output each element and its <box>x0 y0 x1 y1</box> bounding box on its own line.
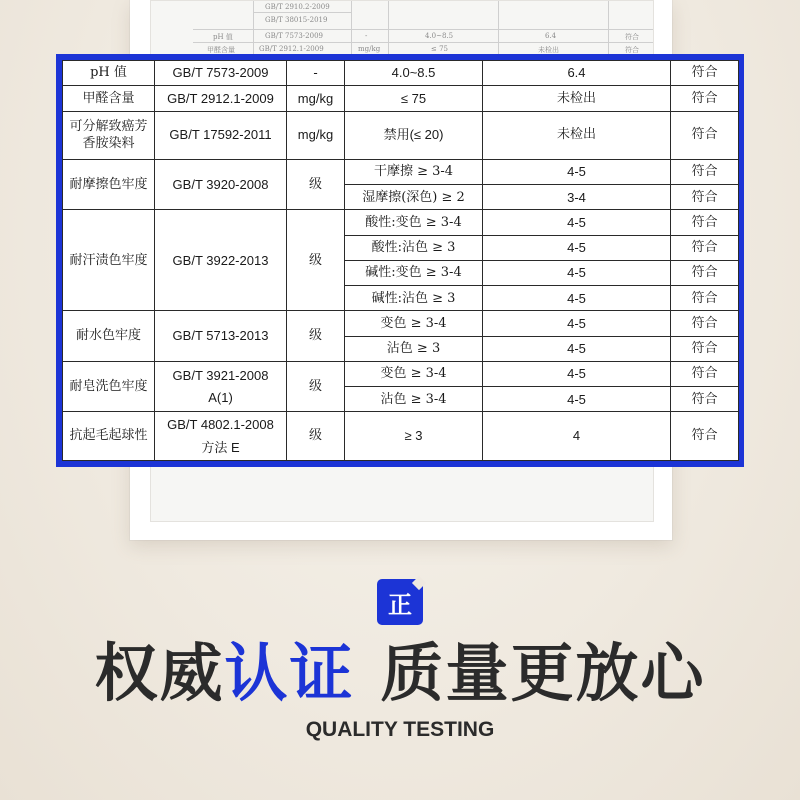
requirement-cell: 酸性:沾色 ≥ 3 <box>345 235 483 260</box>
requirement-cell: 湿摩擦(深色) ≥ 2 <box>345 185 483 210</box>
headline-part-3: 质量更放心 <box>380 637 706 710</box>
unit-cell: 级 <box>287 311 345 362</box>
standard-cell: GB/T 2912.1-2009 <box>155 86 287 111</box>
requirement-cell: ≤ 75 <box>345 86 483 111</box>
requirement-cell: 干摩擦 ≥ 3-4 <box>345 159 483 184</box>
standard-cell: GB/T 7573-2009 <box>155 61 287 86</box>
result-cell: 未检出 <box>483 86 671 111</box>
standard-cell <box>155 361 287 412</box>
test-results-table <box>62 60 739 461</box>
item-cell: 抗起毛起球性 <box>63 412 155 461</box>
unit-cell: - <box>287 61 345 86</box>
result-cell: 3-4 <box>483 185 671 210</box>
requirement-cell: 碱性:变色 ≥ 3-4 <box>345 260 483 285</box>
verdict-cell: 符合 <box>671 235 739 260</box>
table-row <box>63 61 739 86</box>
item-cell: 耐汗渍色牢度 <box>63 210 155 311</box>
unit-cell: mg/kg <box>287 86 345 111</box>
verdict-cell: 符合 <box>671 210 739 235</box>
result-cell: 4-5 <box>483 387 671 412</box>
headline <box>0 637 800 710</box>
unit-cell: 级 <box>287 210 345 311</box>
standard-cell: GB/T 17592-2011 <box>155 111 287 159</box>
verdict-cell: 符合 <box>671 361 739 386</box>
verdict-cell: 符合 <box>671 159 739 184</box>
standard-line: 方法 E <box>201 439 240 455</box>
ghost-cell: 甲醛含量 <box>207 46 235 54</box>
ghost-cell: - <box>365 32 368 40</box>
requirement-cell: 沾色 ≥ 3 <box>345 336 483 361</box>
ghost-cell: pH 值 <box>213 33 233 41</box>
result-cell: 未检出 <box>483 111 671 159</box>
ghost-cell: GB/T 2910.2-2009 <box>265 3 330 11</box>
ghost-cell: GB/T 7573-2009 <box>265 32 323 40</box>
ghost-cell: GB/T 38015-2019 <box>265 16 328 24</box>
item-cell: 甲醛含量 <box>63 86 155 111</box>
table-row <box>63 159 739 184</box>
standard-line: A(1) <box>208 390 233 406</box>
unit-cell: 级 <box>287 159 345 210</box>
result-cell: 4-5 <box>483 159 671 184</box>
headline-part-1: 权威 <box>94 637 225 710</box>
item-cell: pH 值 <box>63 61 155 86</box>
ghost-cell: GB/T 2912.1-2009 <box>259 45 324 53</box>
result-cell: 4-5 <box>483 235 671 260</box>
result-cell: 4-5 <box>483 336 671 361</box>
table-row <box>63 86 739 111</box>
standard-line: GB/T 3921-2008 <box>172 367 269 383</box>
unit-cell: 级 <box>287 412 345 461</box>
verdict-cell: 符合 <box>671 86 739 111</box>
ghost-cell: 6.4 <box>545 32 557 40</box>
requirement-cell: 4.0~8.5 <box>345 61 483 86</box>
unit-cell: 级 <box>287 361 345 412</box>
badge-char: 正 <box>388 590 412 619</box>
verdict-cell: 符合 <box>671 412 739 461</box>
result-cell: 6.4 <box>483 61 671 86</box>
item-cell: 耐皂洗色牢度 <box>63 361 155 412</box>
verdict-cell: 符合 <box>671 336 739 361</box>
verdict-cell: 符合 <box>671 387 739 412</box>
ghost-cell: 符合 <box>625 33 639 41</box>
requirement-cell: 变色 ≥ 3-4 <box>345 311 483 336</box>
result-cell: 4-5 <box>483 311 671 336</box>
headline-highlight: 认证 <box>224 637 355 710</box>
item-line: 香胺染料 <box>82 136 135 152</box>
subheading: QUALITY TESTING <box>305 718 495 741</box>
standard-cell: GB/T 3920-2008 <box>155 159 287 210</box>
report-background-table <box>193 1 653 57</box>
result-cell: 4-5 <box>483 361 671 386</box>
item-cell <box>63 111 155 159</box>
verdict-cell: 符合 <box>671 185 739 210</box>
requirement-cell: 变色 ≥ 3-4 <box>345 361 483 386</box>
standard-cell: GB/T 5713-2013 <box>155 311 287 362</box>
ghost-cell: 未检出 <box>538 46 559 54</box>
verdict-cell: 符合 <box>671 260 739 285</box>
requirement-cell: 酸性:变色 ≥ 3-4 <box>345 210 483 235</box>
result-cell: 4-5 <box>483 286 671 311</box>
standard-cell: GB/T 3922-2013 <box>155 210 287 311</box>
verdict-cell: 符合 <box>671 311 739 336</box>
test-results-table-highlight <box>56 54 744 467</box>
requirement-cell: ≥ 3 <box>345 412 483 461</box>
verdict-cell: 符合 <box>671 61 739 86</box>
table-row <box>63 361 739 386</box>
result-cell: 4-5 <box>483 260 671 285</box>
item-cell: 耐摩擦色牢度 <box>63 159 155 210</box>
verdict-cell: 符合 <box>671 286 739 311</box>
table-row <box>63 311 739 336</box>
ghost-cell: ≤ 75 <box>431 45 448 53</box>
ghost-cell: 符合 <box>625 46 639 54</box>
unit-cell: mg/kg <box>287 111 345 159</box>
standard-line: GB/T 4802.1-2008 <box>167 417 274 433</box>
table-row <box>63 412 739 461</box>
ghost-cell: 4.0~8.5 <box>425 32 454 40</box>
result-cell: 4 <box>483 412 671 461</box>
item-cell: 耐水色牢度 <box>63 311 155 362</box>
item-line: 可分解致癌芳 <box>69 118 148 134</box>
verdict-cell: 符合 <box>671 111 739 159</box>
requirement-cell: 沾色 ≥ 3-4 <box>345 387 483 412</box>
ghost-cell: mg/kg <box>358 45 381 53</box>
table-row <box>63 210 739 235</box>
requirement-cell: 禁用(≤ 20) <box>345 111 483 159</box>
table-row <box>63 111 739 159</box>
standard-cell <box>155 412 287 461</box>
requirement-cell: 碱性:沾色 ≥ 3 <box>345 286 483 311</box>
result-cell: 4-5 <box>483 210 671 235</box>
